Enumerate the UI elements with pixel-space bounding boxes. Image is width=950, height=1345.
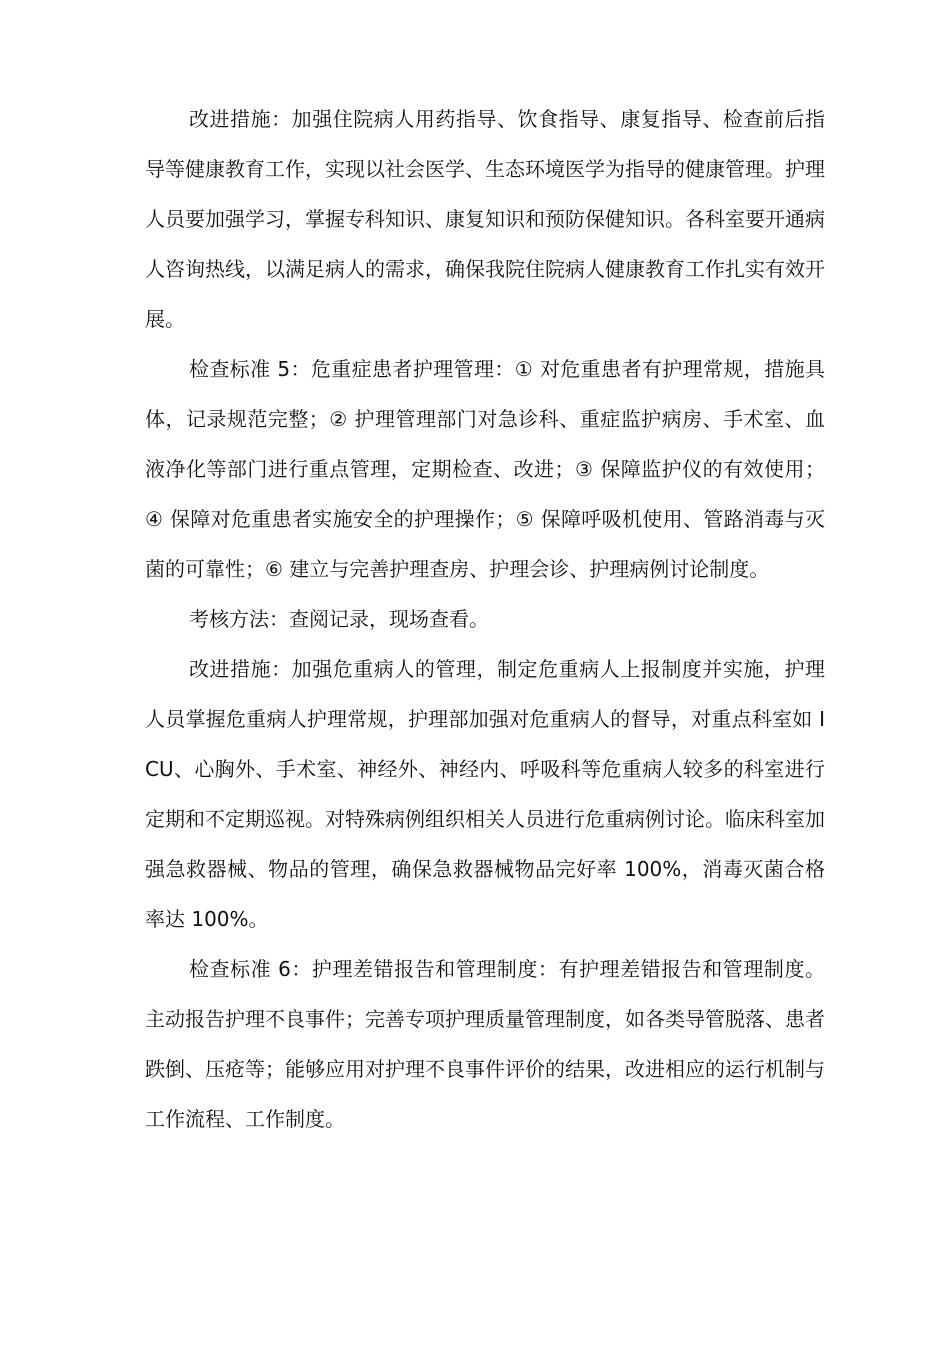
paragraph-improvement-critical-care: 改进措施：加强危重病人的管理，制定危重病人上报制度并实施，护理人员掌握危重病人护理常规，护理部加强对危重病人的督导，对重点科室如 ICU、心胸外、手术室、神经外、神经内、呼吸科等危重病人较多的科室进行定期和不定期巡视。对特殊病例组织相关人员进行危重病例讨论。临床科室加强急救器械、物品的管理，确保急救器械物品完好率 100%，消毒灭菌合格率达 100%。 (145, 657, 825, 931)
paragraph-assessment-method: 考核方法：查阅记录，现场查看。 (189, 607, 489, 631)
paragraph-improvement-health-education: 改进措施：加强住院病人用药指导、饮食指导、康复指导、检查前后指导等健康教育工作，实现以社会医学、生态环境医学为指导的健康管理。护理人员要加强学习，掌握专科知识、康复知识和预防保健知识。各科室要开通病人咨询热线，以满足病人的需求，确保我院住院病人健康教育工作扎实有效开展。 (145, 107, 825, 331)
document-body (145, 94, 825, 1144)
paragraph-standard-5: 检查标准 5：危重症患者护理管理：① 对危重患者有护理常规，措施具体，记录规范完整；② 护理管理部门对急诊科、重症监护病房、手术室、血液净化等部门进行重点管理，定期检查、改进；③ 保障监护仪的有效使用；④ 保障对危重患者实施安全的护理操作；⑤ 保障呼吸机使用、管路消毒与灭菌的可靠性；⑥ 建立与完善护理查房、护理会诊、护理病例讨论制度。 (145, 357, 825, 581)
paragraph-standard-6: 检查标准 6：护理差错报告和管理制度：有护理差错报告和管理制度。主动报告护理不良事件；完善专项护理质量管理制度，如各类导管脱落、患者跌倒、压疮等；能够应用对护理不良事件评价的结果，改进相应的运行机制与工作流程、工作制度。 (145, 957, 825, 1131)
